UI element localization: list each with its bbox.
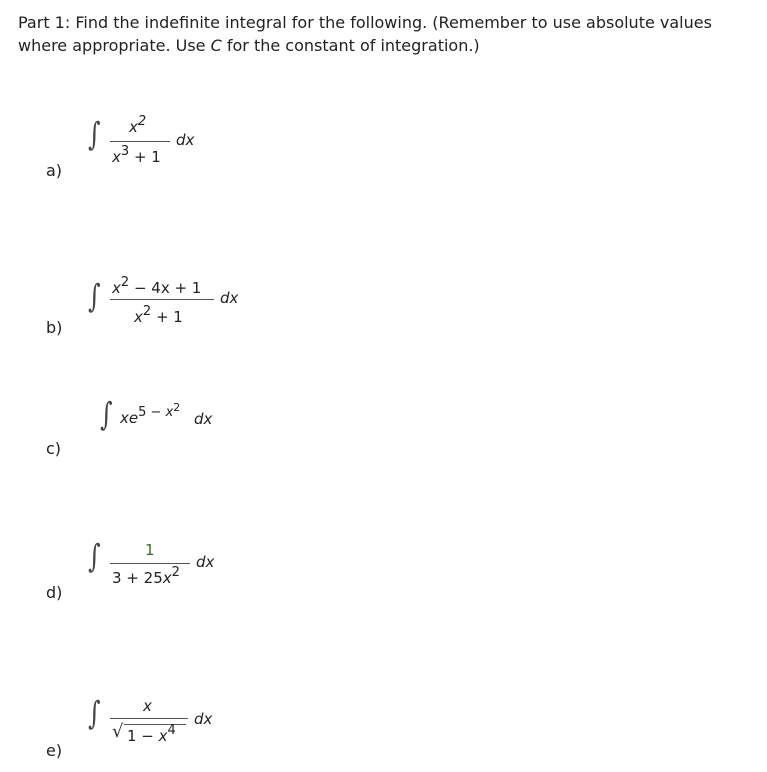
instructions-line-2-after: for the constant of integration.) xyxy=(221,36,480,55)
integral-sign-icon: ∫ xyxy=(88,277,101,315)
differential-c: dx xyxy=(194,410,213,428)
problem-label-b: b) xyxy=(46,318,63,337)
instructions-line-1: Part 1: Find the indefinite integral for the following. (Remember to use absolute values xyxy=(18,13,712,32)
fraction-bar-b xyxy=(110,299,214,300)
integration-constant: C xyxy=(210,36,222,55)
differential-d: dx xyxy=(196,553,215,571)
problem-label-d: d) xyxy=(46,583,63,602)
denominator-e: 1 − x4 xyxy=(127,723,176,745)
differential-a: dx xyxy=(176,131,195,149)
integral-sign-icon: ∫ xyxy=(100,395,113,433)
numerator-d: 1 xyxy=(145,541,155,559)
integral-sign-icon: ∫ xyxy=(88,694,101,732)
integral-sign-icon: ∫ xyxy=(88,115,101,153)
square-root-icon: √ xyxy=(112,721,124,742)
numerator-e: x xyxy=(143,697,152,715)
fraction-bar-d xyxy=(110,563,190,564)
differential-e: dx xyxy=(194,710,213,728)
fraction-bar-a xyxy=(110,141,170,142)
problem-label-e: e) xyxy=(46,741,63,760)
square-root-bar xyxy=(124,724,186,725)
instructions-line-2 xyxy=(18,34,758,57)
differential-b: dx xyxy=(220,289,239,307)
denominator-a: x3 + 1 xyxy=(112,144,161,166)
numerator-b: x2 − 4x + 1 xyxy=(112,275,202,297)
integral-sign-icon: ∫ xyxy=(88,537,101,575)
denominator-b: x2 + 1 xyxy=(134,304,183,326)
problem-label-c: c) xyxy=(46,439,62,458)
instructions xyxy=(18,11,758,57)
instructions-line-2-before: where appropriate. Use xyxy=(18,36,211,55)
fraction-bar-e xyxy=(110,718,188,719)
integrand-c: $xe5 - x^2$ xyxy=(120,401,181,427)
denominator-d: 3 + 25x2 xyxy=(112,565,180,587)
numerator-a: x2 xyxy=(129,114,147,136)
problem-label-a: a) xyxy=(46,161,63,180)
